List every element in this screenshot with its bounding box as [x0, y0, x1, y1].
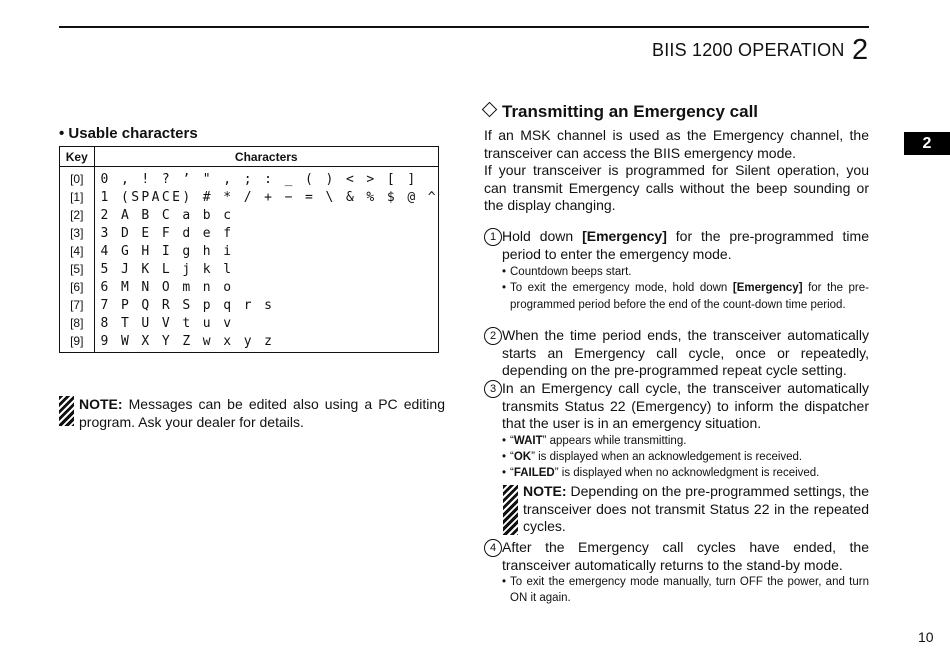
table-row [60, 296, 439, 314]
note-hatch-icon [59, 396, 74, 426]
key-cell: [2] [60, 206, 95, 224]
top-rule [59, 26, 869, 28]
characters-cell: 2 A B C a b c [100, 207, 234, 223]
table-header-row [60, 147, 439, 167]
bullet-item: • “OK” is displayed when an acknowledgement is received. [502, 449, 869, 465]
step-text: After the Emergency call cycles have ended, the transceiver automatically returns to the stand-by mode. [502, 539, 869, 573]
left-note [79, 395, 445, 431]
note-text: Messages can be edited also using a PC editing program. Ask your dealer for details. [79, 396, 445, 430]
step-4 [484, 539, 869, 607]
key-cell: [0] [60, 167, 95, 189]
key-cell: [6] [60, 278, 95, 296]
characters-cell: 1 (SPACE) # * / + − = \ & % $ @ ^ [100, 189, 438, 205]
step-3 [484, 380, 869, 481]
key-cell: [9] [60, 332, 95, 353]
header-title: BIIS 1200 OPERATION [652, 40, 845, 60]
bullet-item: • To exit the emergency mode, hold down [Emergency] for the pre-programmed period before the end of the count-down time period. [502, 280, 869, 312]
chapter-number: 2 [852, 34, 869, 66]
characters-cell: 0 , ! ? ’ " , ; : _ ( ) < > [ ] [100, 171, 418, 187]
characters-cell: 3 D E F d e f [100, 225, 234, 241]
step-number: 1 [484, 228, 502, 246]
key-cell: [5] [60, 260, 95, 278]
table-row [60, 332, 439, 353]
usable-characters-table [59, 146, 439, 353]
usable-characters-heading: • Usable characters [59, 125, 198, 142]
intro-paragraph-1: If an MSK channel is used as the Emergency channel, the transceiver can access the BIIS emergency mode. [484, 127, 869, 161]
note-label: NOTE: [523, 483, 567, 499]
bullet-item: • Countdown beeps start. [502, 264, 869, 280]
characters-cell: 6 M N O m n o [100, 279, 234, 295]
chapter-side-tab: 2 [904, 132, 950, 155]
key-cell: [1] [60, 188, 95, 206]
table-row [60, 260, 439, 278]
key-cell: [7] [60, 296, 95, 314]
bullet-item: • “FAILED” is displayed when no acknowledgment is received. [502, 465, 869, 481]
key-cell: [3] [60, 224, 95, 242]
step-1 [484, 228, 869, 313]
bullet-item: • “WAIT” appears while transmitting. [502, 433, 869, 449]
section-title-text: Transmitting an Emergency call [502, 102, 759, 121]
table-row [60, 278, 439, 296]
step-number: 4 [484, 539, 502, 557]
table-row [60, 224, 439, 242]
table-row [60, 242, 439, 260]
characters-cell: 4 G H I g h i [100, 243, 234, 259]
diamond-icon [482, 102, 498, 118]
note-text: Depending on the pre-programmed settings, the transceiver does not transmit Status 22 in the repeated cycles. [523, 483, 869, 535]
step-number: 2 [484, 327, 502, 345]
column-header-characters: Characters [94, 147, 438, 167]
step-text: In an Emergency call cycle, the transceiver automatically transmits Status 22 (Emergency) to inform the dispatcher that the user is in an emergency situation. [502, 380, 869, 432]
intro-paragraph-2: If your transceiver is programmed for Silent operation, you can transmit Emergency calls without the beep sounding or the display changing. [484, 162, 869, 214]
step-2 [484, 327, 869, 380]
characters-cell: 9 W X Y Z w x y z [100, 333, 275, 349]
step-text: When the time period ends, the transceiver automatically starts an Emergency call cycle, once or repeatedly, depending on the pre-programmed repeat cycle setting. [502, 327, 869, 379]
table-row [60, 206, 439, 224]
characters-cell: 5 J K L j k l [100, 261, 234, 277]
characters-cell: 7 P Q R S p q r s [100, 297, 275, 313]
note-label: NOTE: [79, 396, 123, 412]
table-row [60, 188, 439, 206]
column-header-key: Key [60, 147, 95, 167]
page-number: 10 [918, 629, 934, 645]
step-text: Hold down [Emergency] for the pre-programmed time period to enter the emergency mode. [502, 228, 869, 262]
key-cell: [4] [60, 242, 95, 260]
characters-cell: 8 T U V t u v [100, 315, 234, 331]
section-title [484, 102, 758, 122]
step-number: 3 [484, 380, 502, 398]
note-hatch-icon [503, 485, 518, 535]
right-note [503, 483, 869, 536]
table-row [60, 314, 439, 332]
bullet-item: • To exit the emergency mode manually, turn OFF the power, and turn ON it again. [502, 574, 869, 606]
table-row [60, 167, 439, 189]
key-cell: [8] [60, 314, 95, 332]
